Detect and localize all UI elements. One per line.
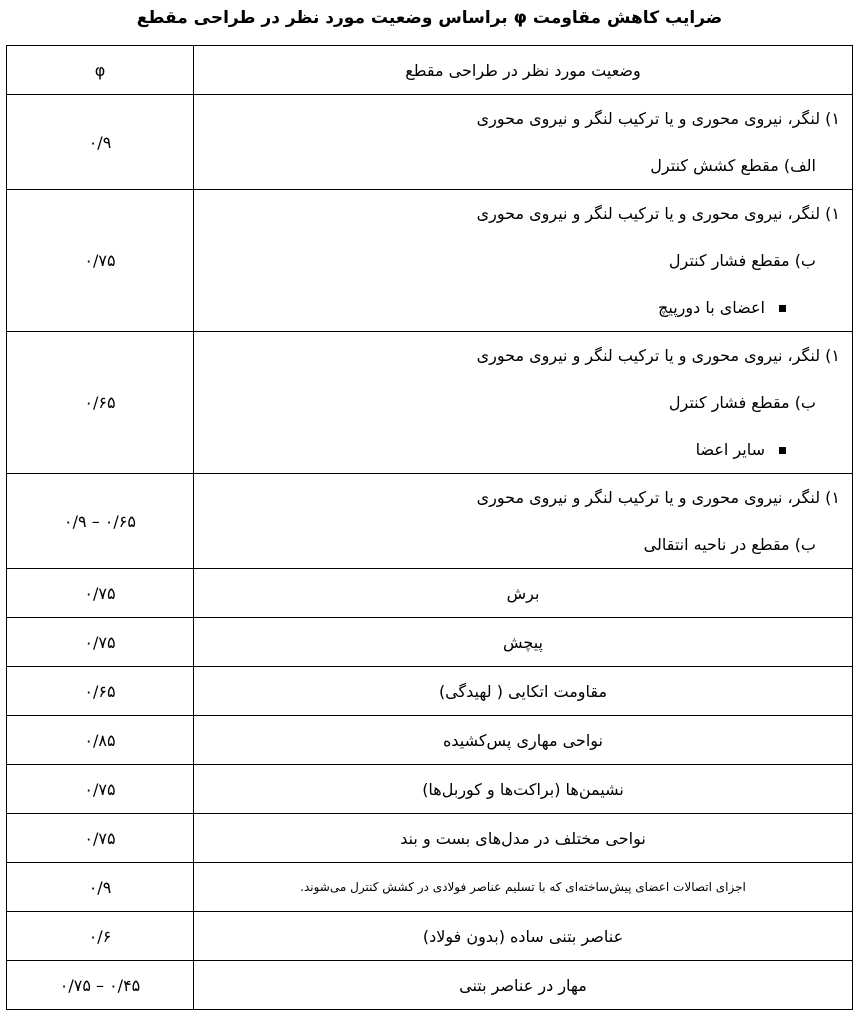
condition-cell: نواحی مهاری پس‌کشیده — [194, 716, 853, 765]
condition-cell: مهار در عناصر بتنی — [194, 961, 853, 1010]
table-row — [7, 912, 853, 961]
condition-cell: اجزای اتصالات اعضای پیش‌ساخته‌ای که با تسلیم عناصر فولادی در کشش کنترل می‌شوند. — [194, 863, 853, 912]
table-header-row — [7, 46, 853, 95]
condition-text: ب) مقطع فشار کنترل — [668, 393, 816, 412]
bullet-item — [194, 426, 852, 473]
table-row — [7, 569, 853, 618]
condition-cell: نشیمن‌ها (براکت‌ها و کوربل‌ها) — [194, 765, 853, 814]
condition-cell: نواحی مختلف در مدل‌های بست و بند — [194, 814, 853, 863]
condition-subline — [194, 521, 852, 568]
condition-text: الف) مقطع کشش کنترل — [650, 156, 816, 175]
condition-line — [194, 332, 852, 379]
phi-value: ۰/۷۵ — [7, 618, 194, 667]
condition-text: ۱) لنگر، نیروی محوری و یا ترکیب لنگر و نیروی محوری — [476, 109, 840, 128]
square-bullet-icon — [779, 305, 786, 312]
phi-value: ۰/۸۵ — [7, 716, 194, 765]
table-row — [7, 95, 853, 190]
phi-factor-table — [6, 45, 853, 1010]
header-condition: وضعیت مورد نظر در طراحی مقطع — [194, 46, 853, 95]
table-row — [7, 667, 853, 716]
condition-text: سایر اعضا — [695, 440, 765, 459]
condition-line — [194, 95, 852, 142]
phi-value: ۰/۶۵ – ۰/۹ — [7, 474, 194, 569]
table-row — [7, 765, 853, 814]
header-phi: φ — [7, 46, 194, 95]
condition-cell: عناصر بتنی ساده (بدون فولاد) — [194, 912, 853, 961]
condition-text: اعضای با دورپیچ — [658, 298, 765, 317]
phi-value: ۰/۷۵ — [7, 765, 194, 814]
phi-value: ۰/۹ — [7, 95, 194, 190]
condition-subline — [194, 237, 852, 284]
condition-text: ب) مقطع فشار کنترل — [668, 251, 816, 270]
condition-cell — [194, 332, 853, 474]
condition-cell — [194, 95, 853, 190]
square-bullet-icon — [779, 447, 786, 454]
condition-cell: پیچش — [194, 618, 853, 667]
phi-value: ۰/۷۵ — [7, 814, 194, 863]
condition-subline — [194, 379, 852, 426]
table-row — [7, 190, 853, 332]
condition-subline — [194, 142, 852, 189]
condition-text: ۱) لنگر، نیروی محوری و یا ترکیب لنگر و نیروی محوری — [476, 488, 840, 507]
table-row — [7, 618, 853, 667]
phi-value: ۰/۷۵ — [7, 569, 194, 618]
condition-cell: برش — [194, 569, 853, 618]
condition-cell — [194, 474, 853, 569]
phi-value: ۰/۴۵ – ۰/۷۵ — [7, 961, 194, 1010]
table-row — [7, 863, 853, 912]
bullet-item — [194, 284, 852, 331]
condition-text: ۱) لنگر، نیروی محوری و یا ترکیب لنگر و نیروی محوری — [476, 346, 840, 365]
condition-cell: مقاومت اتکایی ( لهیدگی) — [194, 667, 853, 716]
table-row — [7, 332, 853, 474]
phi-value: ۰/۶۵ — [7, 332, 194, 474]
phi-value: ۰/۹ — [7, 863, 194, 912]
phi-value: ۰/۶ — [7, 912, 194, 961]
table-row — [7, 814, 853, 863]
condition-text: ب) مقطع در ناحیه انتقالی — [643, 535, 816, 554]
condition-line — [194, 474, 852, 521]
table-row — [7, 961, 853, 1010]
phi-value: ۰/۷۵ — [7, 190, 194, 332]
condition-line — [194, 190, 852, 237]
condition-text: ۱) لنگر، نیروی محوری و یا ترکیب لنگر و نیروی محوری — [476, 204, 840, 223]
phi-value: ۰/۶۵ — [7, 667, 194, 716]
page-title: ضرایب کاهش مقاومت φ براساس وضعیت مورد نظر در طراحی مقطع — [136, 8, 723, 28]
condition-cell — [194, 190, 853, 332]
table-row — [7, 716, 853, 765]
table-row — [7, 474, 853, 569]
